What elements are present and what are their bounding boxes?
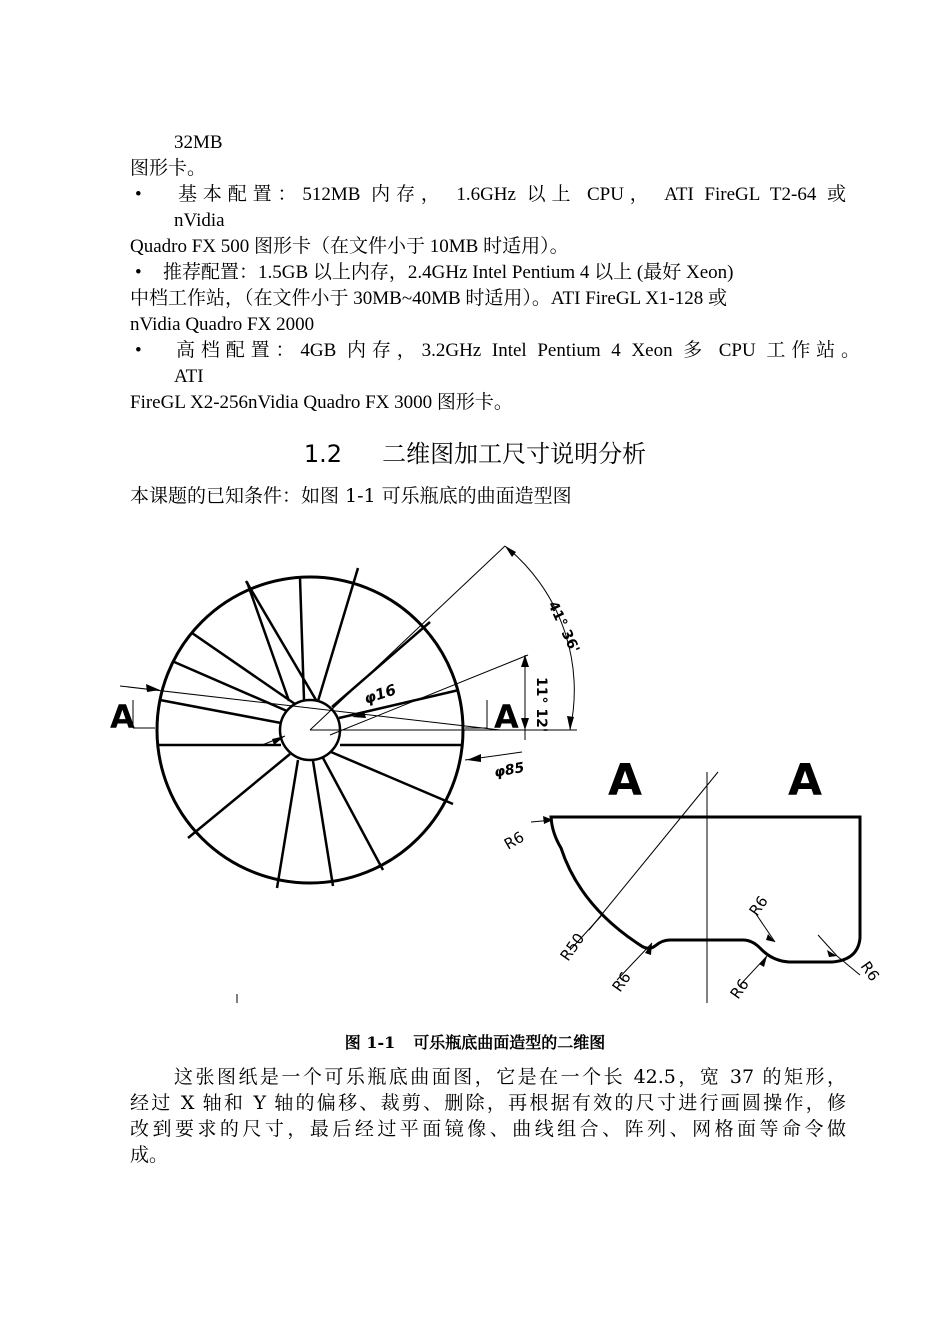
known-condition: 本课题的已知条件：如图 1-1 可乐瓶底的曲面造型图 [130,485,572,507]
spec-high-config: 高档配置：4GB 内存，3.2GHz Intel Pentium 4 Xeon 多 CPU 工作站。 [176,340,860,361]
description-paragraph [130,1064,846,1168]
radius-r6-mid-up: R6 [745,892,772,920]
spec-midrange: 中档工作站，（在文件小于 30MB~40MB 时适用）。ATI FireGL X1-128 或 [130,288,727,309]
dim-angle-outer: 41° 36' [544,598,583,656]
spec-line-graphics: 图形卡。 [130,158,207,179]
section-title: 二维图加工尺寸说明分析 [382,440,647,468]
dim-diameter-16: φ16 [361,680,399,708]
bullet-high: • [135,340,142,361]
paragraph-line-1: 这张图纸是一个可乐瓶底曲面图，它是在一个长 42.5，宽 37 的矩形， [174,1066,846,1088]
paragraph-line-2: 经过 X 轴和 Y 轴的偏移、裁剪、删除，再根据有效的尺寸进行画圆操作，修 [130,1092,846,1114]
figure-caption [0,1030,950,1053]
section-view [531,772,860,1003]
spec-quadro-500: Quadro FX 500 图形卡（在文件小于 10MB 时适用）。 [130,236,569,257]
spec-firegl-x2: FireGL X2-256nVidia Quadro FX 3000 图形卡。 [130,392,513,413]
section-view-label-left: A [608,755,643,806]
radius-r6-low: R6 [608,968,635,996]
paragraph-line-3: 改到要求的尺寸，最后经过平面镜像、曲线组合、阵列、网格面等命令做 [130,1118,846,1140]
spec-basic-text: 512MB 内存， 1.6GHz 以上 CPU， ATI FireGL T2-64 或 [302,184,846,205]
radius-r6-top: R6 [501,827,528,854]
section-view-label-right: A [788,755,823,806]
dim-angle-inner: 11° 12' [533,677,549,733]
spec-recommended-config: 推荐配置：1.5GB 以上内存，2.4GHz Intel Pentium 4 以上 (最好 Xeon) [163,262,734,283]
section-mark-right: A [494,698,519,736]
spec-basic-label: 基本配置： [178,184,303,205]
radius-r6-right: R6 [856,957,883,985]
section-mark-left: A [110,698,135,736]
radius-r50: R50 [556,929,589,965]
radius-r6-mid-down: R6 [726,975,753,1003]
caption-number: 图 1-1 [344,1033,396,1052]
dim-diameter-85: φ85 [492,759,526,781]
caption-text: 可乐瓶底曲面造型的二维图 [413,1033,606,1052]
paragraph-line-4: 成。 [130,1144,169,1166]
spec-line-32mb: 32MB [174,132,223,153]
spec-quadro-2000: nVidia Quadro FX 2000 [130,314,315,335]
bullet-recommended: • [135,262,142,283]
bullet-basic: • [135,184,142,205]
spec-basic-cont: nVidia [174,210,225,231]
spec-high-cont: ATI [174,366,204,387]
section-number: 1.2 [303,440,343,468]
